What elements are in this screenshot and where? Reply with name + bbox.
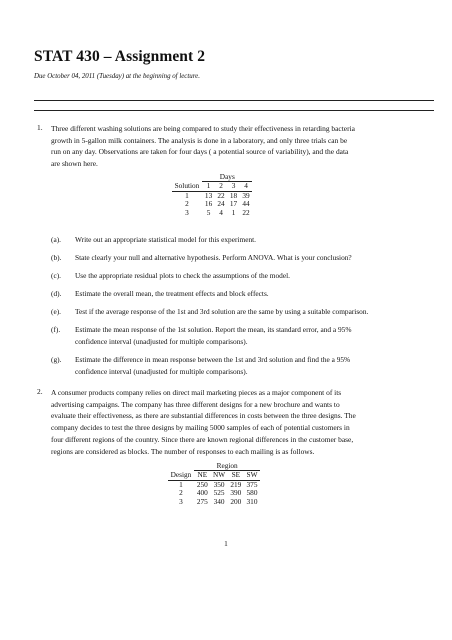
table-cell: 18 [229, 190, 238, 200]
part-text: Use the appropriate residual plots to check the assumptions of the model. [75, 271, 290, 280]
part-label: (b). [51, 253, 62, 262]
text-line: advertising campaigns. The company has three different designs for a new brochure and wants to [51, 399, 340, 409]
page-title: STAT 430 – Assignment 2 [34, 48, 206, 65]
table-group-header: Region [194, 462, 260, 471]
part-text: Test if the average response of the 1st and 3rd solution are the same by using a suitable comparison. [75, 307, 369, 316]
text-line: company decides to test the three designs by mailing 5000 samples of each of potential customers in [51, 423, 350, 433]
table-cell: 5 [206, 207, 211, 217]
question-1-text [51, 123, 434, 170]
direct-mail-table [168, 462, 260, 506]
question-1-number: 1. [37, 123, 43, 132]
table-col-header: NW [210, 471, 227, 480]
text-line: regions are considered as blocks. The number of responses to each mailing is as follows. [51, 446, 315, 456]
table-cell: 275 [196, 496, 208, 506]
part-label: (e). [51, 307, 61, 316]
table-row-header: Solution [172, 182, 202, 191]
table-row [172, 209, 252, 217]
due-date-line: Due October 04, 2011 (Tuesday) at the beginning of lecture. [34, 73, 200, 80]
part-label: (f). [51, 325, 61, 334]
part-label: (a). [51, 235, 61, 244]
table-cell: 1 [231, 207, 236, 217]
table-cell: 375 [246, 479, 258, 489]
text-line: are shown here. [51, 159, 98, 169]
part-text: Estimate the overall mean, the treatment effects and block effects. [75, 289, 269, 298]
question-2-number: 2. [37, 387, 43, 396]
part-text: Estimate the mean response of the 1st solution. Report the mean, its standard error, and a 95% [75, 325, 352, 334]
row-label: 1 [179, 479, 183, 489]
table-cell: 39 [242, 190, 250, 200]
question-2-text [51, 387, 434, 457]
table-col-header: NE [194, 471, 210, 480]
table-cell: 580 [246, 488, 258, 498]
part-label: (d). [51, 289, 62, 298]
part-text: Estimate the difference in mean response between the 1st and 3rd solution and find the a 95% [75, 355, 351, 364]
table-row [172, 200, 252, 208]
text-line: A consumer products company relies on direct mail marketing pieces as a major component of its [51, 388, 342, 397]
table-cell: 525 [213, 488, 225, 498]
table-cell: 13 [204, 190, 213, 200]
table-cell: 400 [196, 488, 208, 498]
text-line: growth in 5-gallon milk containers. The analysis is done in a laboratory, and only three trials can be [51, 135, 348, 145]
table-group-header: Days [202, 173, 252, 182]
part-label: (c). [51, 271, 61, 280]
part-text: confidence interval (unadjusted for multiple comparisons). [75, 366, 248, 376]
table-cell: 390 [230, 488, 242, 498]
part-label: (g). [51, 355, 62, 364]
table-cell: 250 [196, 479, 208, 489]
table-col-header: 3 [227, 182, 239, 191]
table-cell: 4 [219, 207, 223, 217]
page-number: 1 [224, 539, 228, 548]
table-cell: 44 [242, 199, 250, 209]
row-label: 3 [185, 207, 189, 217]
part-text: Write out an appropriate statistical model for this experiment. [75, 235, 256, 244]
table-row [168, 498, 260, 506]
table-col-header: 4 [240, 182, 252, 191]
table-cell: 22 [217, 190, 225, 200]
header-rule-bottom [34, 110, 434, 111]
table-cell: 22 [242, 207, 250, 217]
part-text: State clearly your null and alternative hypothesis. Perform ANOVA. What is your conclusion? [75, 253, 352, 262]
table-row [172, 191, 252, 200]
text-line: evaluate their effectiveness, as there are substantial differences in costs between the three designs. The [51, 411, 356, 421]
part-text: confidence interval (unadjusted for multiple comparisons). [75, 336, 248, 346]
table-col-header: 1 [202, 182, 214, 191]
table-cell: 219 [230, 479, 242, 489]
table-row-header: Design [168, 471, 194, 480]
table-col-header: 2 [215, 182, 227, 191]
text-line: run on any day. Observations are taken for four days ( a potential source of variability), and the data [51, 147, 349, 157]
washing-solution-table [172, 173, 252, 217]
table-cell: 340 [213, 496, 225, 506]
table-cell: 310 [246, 496, 258, 506]
text-line: four different regions of the country. Since there are known regional differences in the customer base, [51, 434, 354, 444]
table-col-header: SE [228, 471, 244, 480]
text-line: Three different washing solutions are being compared to study their effectiveness in retarding bacteria [51, 124, 355, 133]
table-cell: 24 [217, 199, 225, 209]
header-rule-top [34, 100, 434, 101]
table-cell: 350 [213, 479, 225, 489]
table-col-header: SW [244, 471, 260, 480]
table-cell: 16 [204, 199, 213, 209]
table-cell: 200 [230, 496, 242, 506]
table-cell: 17 [229, 199, 238, 209]
row-label: 3 [179, 496, 183, 506]
row-label: 2 [185, 199, 189, 209]
row-label: 1 [185, 190, 189, 200]
row-label: 2 [179, 488, 183, 498]
